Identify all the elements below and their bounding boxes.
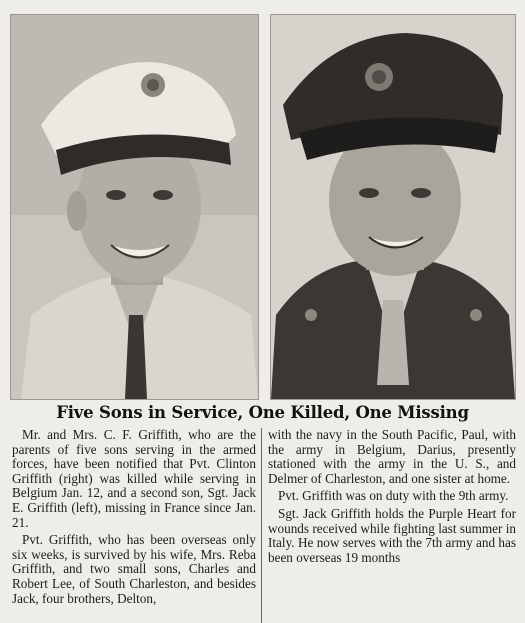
paragraph: with the navy in the South Pacific, Paul, with the army in Belgium, Darius, presently stationed with the army in the U. S., and Delmer of Charleston, and one sister at home. bbox=[268, 427, 516, 486]
article-column-right bbox=[268, 428, 516, 568]
column-divider bbox=[261, 428, 262, 623]
article-column-left bbox=[12, 428, 256, 609]
photo-sgt-jack-griffith bbox=[10, 14, 259, 400]
paragraph: Sgt. Jack Griffith holds the Purple Heart for wounds received while fighting last summer in Italy. He now serves with the 7th army and has been overseas 19 months bbox=[268, 505, 516, 565]
article-headline: Five Sons in Service, One Killed, One Missing bbox=[56, 403, 469, 422]
portrait-left-image bbox=[11, 15, 258, 399]
portrait-right-image bbox=[271, 15, 515, 399]
paragraph: Mr. and Mrs. C. F. Griffith, who are the parents of five sons serving in the armed forces, have been notified that Pvt. Clinton Griffith (right) was killed while serving in Belgium Jan. 12, and a second son, Sgt. Jack E. Griffith (left), missing in France since Jan. 21. bbox=[12, 427, 256, 530]
photo-pvt-clinton-griffith bbox=[270, 14, 516, 400]
paragraph: Pvt. Griffith, who has been overseas only six weeks, is survived by his wife, Mrs. Reba Griffith, and two small sons, Charles and Robert Lee, of South Charleston, and besides Jack, four brothers, Delton, bbox=[12, 532, 256, 606]
paragraph: Pvt. Griffith was on duty with the 9th army. bbox=[278, 488, 509, 504]
